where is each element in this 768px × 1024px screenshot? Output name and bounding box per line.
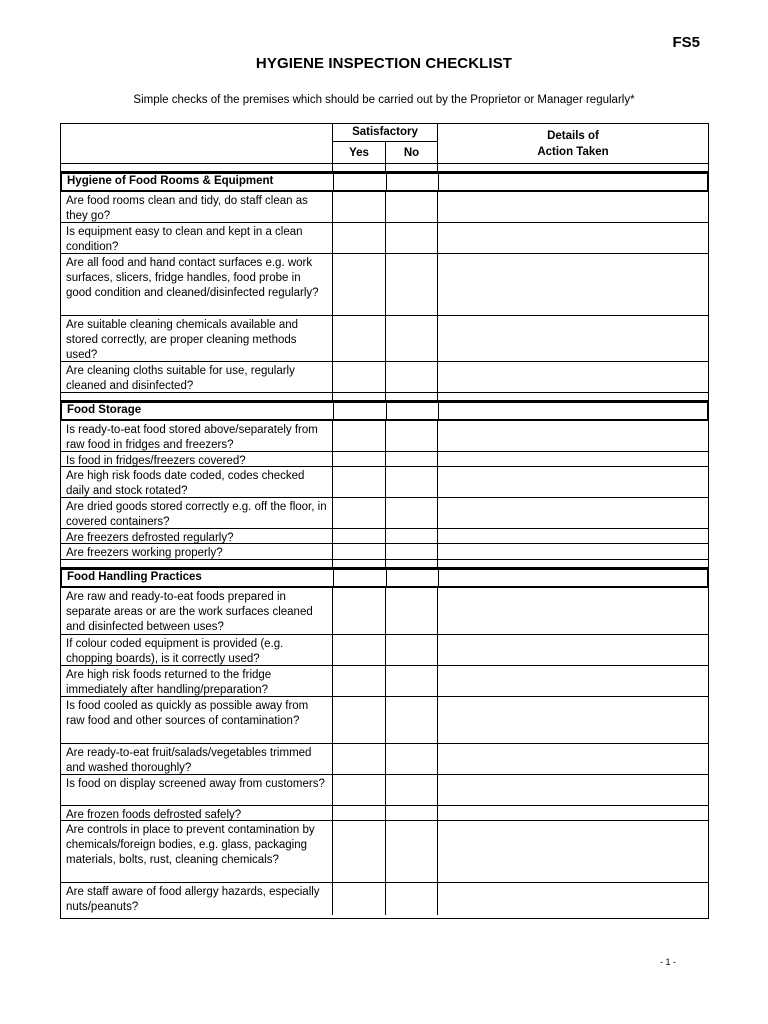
checklist-row [61,588,708,635]
yes-checkbox-cell[interactable] [333,362,386,392]
section-heading-row [60,172,709,192]
details-header [438,124,708,163]
checklist-row [61,821,708,883]
yes-checkbox-cell[interactable] [333,775,386,805]
checklist-question: Are staff aware of food allergy hazards, especially nuts/peanuts? [61,883,333,915]
action-taken-field[interactable] [438,775,708,805]
yes-checkbox-cell[interactable] [333,316,386,361]
no-checkbox-cell[interactable] [386,529,438,543]
checklist-question: Is food on display screened away from customers? [61,775,333,805]
section-blank-cell [439,174,707,190]
yes-checkbox-cell[interactable] [333,452,386,466]
section-blank-cell [334,403,387,419]
no-checkbox-cell[interactable] [386,362,438,392]
section-title: Hygiene of Food Rooms & Equipment [62,174,334,190]
yes-checkbox-cell[interactable] [333,421,386,451]
page-number: - 1 - [660,957,677,967]
checklist-row [61,452,708,467]
no-checkbox-cell[interactable] [386,223,438,253]
yes-checkbox-cell[interactable] [333,821,386,882]
checklist-question: Are freezers working properly? [61,544,333,559]
yes-checkbox-cell[interactable] [333,744,386,774]
checklist-row [61,697,708,744]
action-taken-field[interactable] [438,744,708,774]
action-taken-field[interactable] [438,254,708,315]
section-blank-cell [387,174,439,190]
no-checkbox-cell[interactable] [386,666,438,696]
section-heading-row [60,568,709,588]
checklist-question: Is food in fridges/freezers covered? [61,452,333,466]
checklist-question: Are dried goods stored correctly e.g. off the floor, in covered containers? [61,498,333,528]
yes-checkbox-cell[interactable] [333,223,386,253]
table-header [61,124,708,164]
yes-checkbox-cell[interactable] [333,529,386,543]
checklist-question: Are frozen foods defrosted safely? [61,806,333,820]
action-taken-field[interactable] [438,421,708,451]
no-checkbox-cell[interactable] [386,806,438,820]
checklist-question: Are food rooms clean and tidy, do staff clean as they go? [61,192,333,222]
checklist-row [61,223,708,254]
section-blank-cell [387,403,439,419]
checklist-question: Is food cooled as quickly as possible away from raw food and other sources of contamination? [61,697,333,743]
action-taken-field[interactable] [438,666,708,696]
action-taken-field[interactable] [438,223,708,253]
yes-checkbox-cell[interactable] [333,498,386,528]
checklist-row [61,635,708,666]
action-taken-field[interactable] [438,498,708,528]
checklist-question: Are all food and hand contact surfaces e.g. work surfaces, slicers, fridge handles, food probe in good condition and cleaned/disinfected regularly? [61,254,333,315]
yes-checkbox-cell[interactable] [333,467,386,497]
checklist-question: Are raw and ready-to-eat foods prepared in separate areas or are the work surfaces cleaned and disinfected between uses? [61,588,333,634]
action-taken-field[interactable] [438,529,708,543]
no-checkbox-cell[interactable] [386,744,438,774]
section-blank-cell [334,570,387,586]
yes-checkbox-cell[interactable] [333,883,386,915]
action-taken-field[interactable] [438,821,708,882]
no-checkbox-cell[interactable] [386,544,438,559]
details-label-line1: Details of [547,129,599,142]
checklist-row [61,316,708,362]
checklist-question: Are freezers defrosted regularly? [61,529,333,543]
section-blank-cell [387,570,439,586]
action-taken-field[interactable] [438,452,708,466]
section-heading-row [60,401,709,421]
no-label: No [403,147,420,159]
no-checkbox-cell[interactable] [386,192,438,222]
no-checkbox-cell[interactable] [386,588,438,634]
section-spacer [61,164,708,172]
checklist-question: Are ready-to-eat fruit/salads/vegetables trimmed and washed thoroughly? [61,744,333,774]
checklist-question: Are cleaning cloths suitable for use, regularly cleaned and disinfected? [61,362,333,392]
checklist-row [61,529,708,544]
checklist-question: Is ready-to-eat food stored above/separately from raw food in fridges and freezers? [61,421,333,451]
checklist-row [61,883,708,915]
checklist-question: Are high risk foods date coded, codes checked daily and stock rotated? [61,467,333,497]
checklist-row [61,666,708,697]
form-code: FS5 [672,34,700,51]
no-checkbox-cell[interactable] [386,775,438,805]
action-taken-field[interactable] [438,316,708,361]
checklist-question: Is equipment easy to clean and kept in a clean condition? [61,223,333,253]
checklist-row [61,362,708,393]
action-taken-field[interactable] [438,544,708,559]
action-taken-field[interactable] [438,588,708,634]
action-taken-field[interactable] [438,635,708,665]
action-taken-field[interactable] [438,697,708,743]
checklist-table [60,123,709,919]
no-checkbox-cell[interactable] [386,821,438,882]
yes-checkbox-cell[interactable] [333,697,386,743]
page-subtitle: Simple checks of the premises which should be carried out by the Proprietor or Manager regularly* [133,94,635,106]
satisfactory-label: Satisfactory [333,124,437,142]
details-label-line2: Action Taken [537,145,609,158]
page-title: HYGIENE INSPECTION CHECKLIST [255,55,513,72]
checklist-question: Are controls in place to prevent contamination by chemicals/foreign bodies, e.g. glass, packaging materials, bolts, rust, cleaning chemicals? [61,821,333,882]
checklist-question: If colour coded equipment is provided (e.g. chopping boards), is it correctly used? [61,635,333,665]
no-checkbox-cell[interactable] [386,421,438,451]
question-header-cell [61,124,333,163]
action-taken-field[interactable] [438,467,708,497]
no-checkbox-cell[interactable] [386,697,438,743]
checklist-row [61,467,708,498]
no-checkbox-cell[interactable] [386,883,438,915]
no-checkbox-cell[interactable] [386,498,438,528]
yes-label: Yes [333,142,386,164]
section-title: Food Handling Practices [62,570,334,586]
no-checkbox-cell[interactable] [386,467,438,497]
section-blank-cell [334,174,387,190]
checklist-row [61,544,708,560]
yes-checkbox-cell[interactable] [333,635,386,665]
section-blank-cell [439,570,707,586]
checklist-question: Are suitable cleaning chemicals available and stored correctly, are proper cleaning methods used? [61,316,333,361]
yes-checkbox-cell[interactable] [333,544,386,559]
checklist-row [61,498,708,529]
checklist-row [61,421,708,452]
yes-checkbox-cell[interactable] [333,588,386,634]
action-taken-field[interactable] [438,362,708,392]
no-checkbox-cell[interactable] [386,254,438,315]
yes-checkbox-cell[interactable] [333,192,386,222]
yes-checkbox-cell[interactable] [333,666,386,696]
satisfactory-header [333,124,438,163]
action-taken-field[interactable] [438,883,708,915]
checklist-row [61,254,708,316]
action-taken-field[interactable] [438,806,708,820]
section-title: Food Storage [62,403,334,419]
no-checkbox-cell[interactable] [386,635,438,665]
section-spacer [61,393,708,401]
no-checkbox-cell[interactable] [386,316,438,361]
checklist-question: Are high risk foods returned to the fridge immediately after handling/preparation? [61,666,333,696]
section-spacer [61,560,708,568]
yes-checkbox-cell[interactable] [333,806,386,820]
yes-checkbox-cell[interactable] [333,254,386,315]
checklist-row [61,775,708,806]
action-taken-field[interactable] [438,192,708,222]
checklist-row [61,806,708,821]
no-checkbox-cell[interactable] [386,452,438,466]
checklist-row [61,744,708,775]
checklist-row [61,192,708,223]
section-blank-cell [439,403,707,419]
